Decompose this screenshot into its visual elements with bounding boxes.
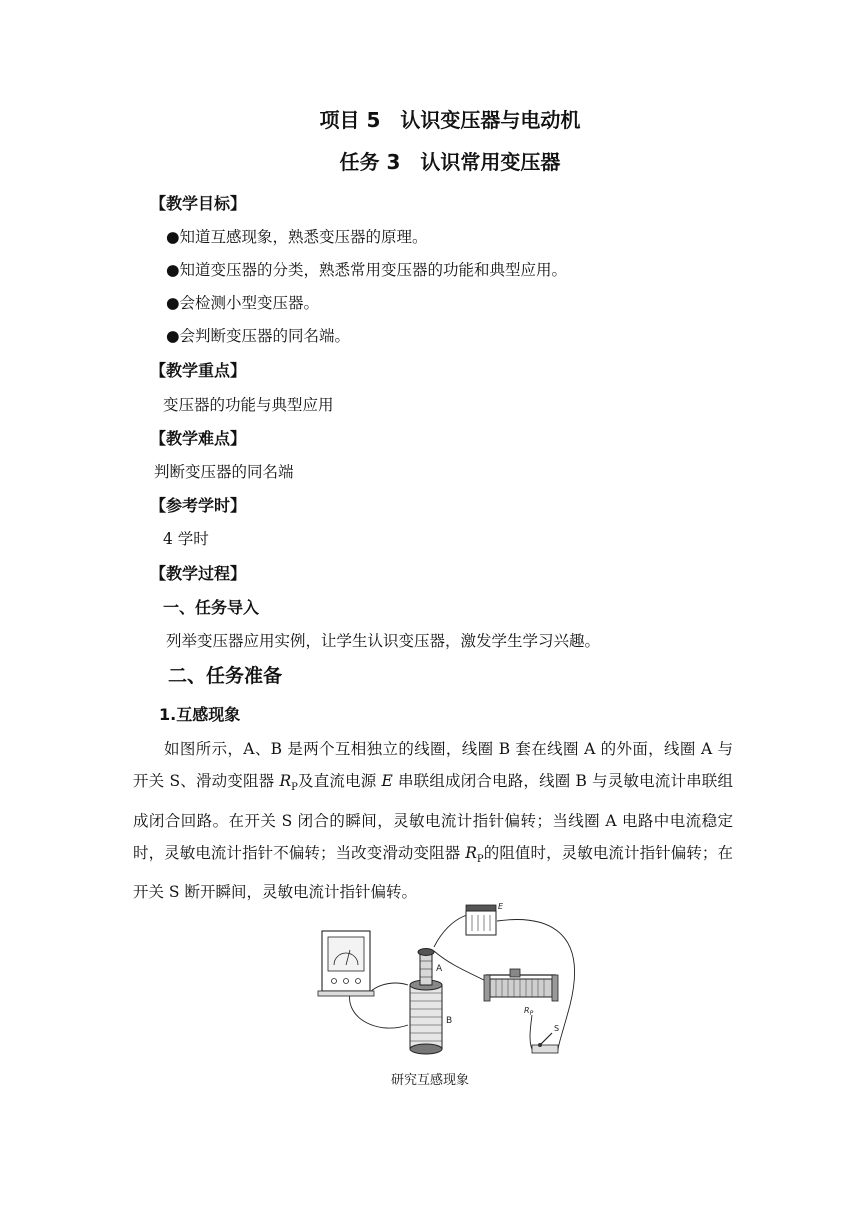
hours-text: 4 学时	[163, 530, 209, 548]
label-s: S	[554, 1024, 560, 1033]
mutual-induction-figure	[300, 895, 590, 1065]
rheostat	[484, 969, 558, 1001]
coil-a	[418, 949, 434, 986]
page-subtitle: 任务 3 认识常用变压器	[339, 150, 561, 174]
objective-item: ●会判断变压器的同名端。	[166, 327, 351, 345]
section1-heading: 一、任务导入	[163, 598, 260, 617]
label-a: A	[436, 964, 443, 974]
switch	[532, 1033, 558, 1053]
galvanometer	[318, 931, 374, 996]
subsection1-heading: 1.互感现象	[159, 705, 241, 724]
objective-item: ●知道互感现象，熟悉变压器的原理。	[166, 228, 428, 246]
label-e: E	[498, 902, 504, 911]
label-b: B	[446, 1016, 453, 1026]
dc-power-source	[466, 905, 496, 935]
section2-heading: 二、任务准备	[168, 665, 283, 687]
objective-item: ●会检测小型变压器。	[166, 294, 320, 312]
coil-b	[410, 980, 442, 1054]
objectives-heading: 【教学目标】	[150, 194, 247, 213]
label-rp: $R_P$	[524, 1006, 534, 1017]
page-title: 项目 5 认识变压器与电动机	[319, 108, 581, 132]
difficulties-text: 判断变压器的同名端	[154, 463, 294, 481]
mutual-induction-paragraph: 如图所示，A、B 是两个互相独立的线圈，线圈 B 套在线圈 A 的外面，线圈 A 与开关 S、滑动变阻器 $R_P$及直流电源 E 串联组成闭合电路，线圈 B 与灵敏电流计串联组成闭合回路。在开关 S 闭合的瞬间，灵敏电流计指针偏转；当线圈 A 电路中电流稳定时，灵敏电流计指针不偏转；当改变滑动变阻器 $R_P$的阻值时，灵敏电流计指针偏转；在开关 S 断开瞬间，灵敏电流计指针偏转。	[133, 740, 733, 902]
process-heading: 【教学过程】	[150, 564, 247, 583]
section1-text: 列举变压器应用实例，让学生认识变压器，激发学生学习兴趣。	[166, 632, 601, 650]
key-points-heading: 【教学重点】	[150, 361, 247, 380]
objective-item: ●知道变压器的分类，熟悉常用变压器的功能和典型应用。	[166, 261, 568, 279]
figure-caption: 研究互感现象	[390, 1073, 469, 1088]
difficulties-heading: 【教学难点】	[150, 429, 247, 448]
key-points-text: 变压器的功能与典型应用	[163, 396, 334, 414]
hours-heading: 【参考学时】	[150, 496, 247, 515]
